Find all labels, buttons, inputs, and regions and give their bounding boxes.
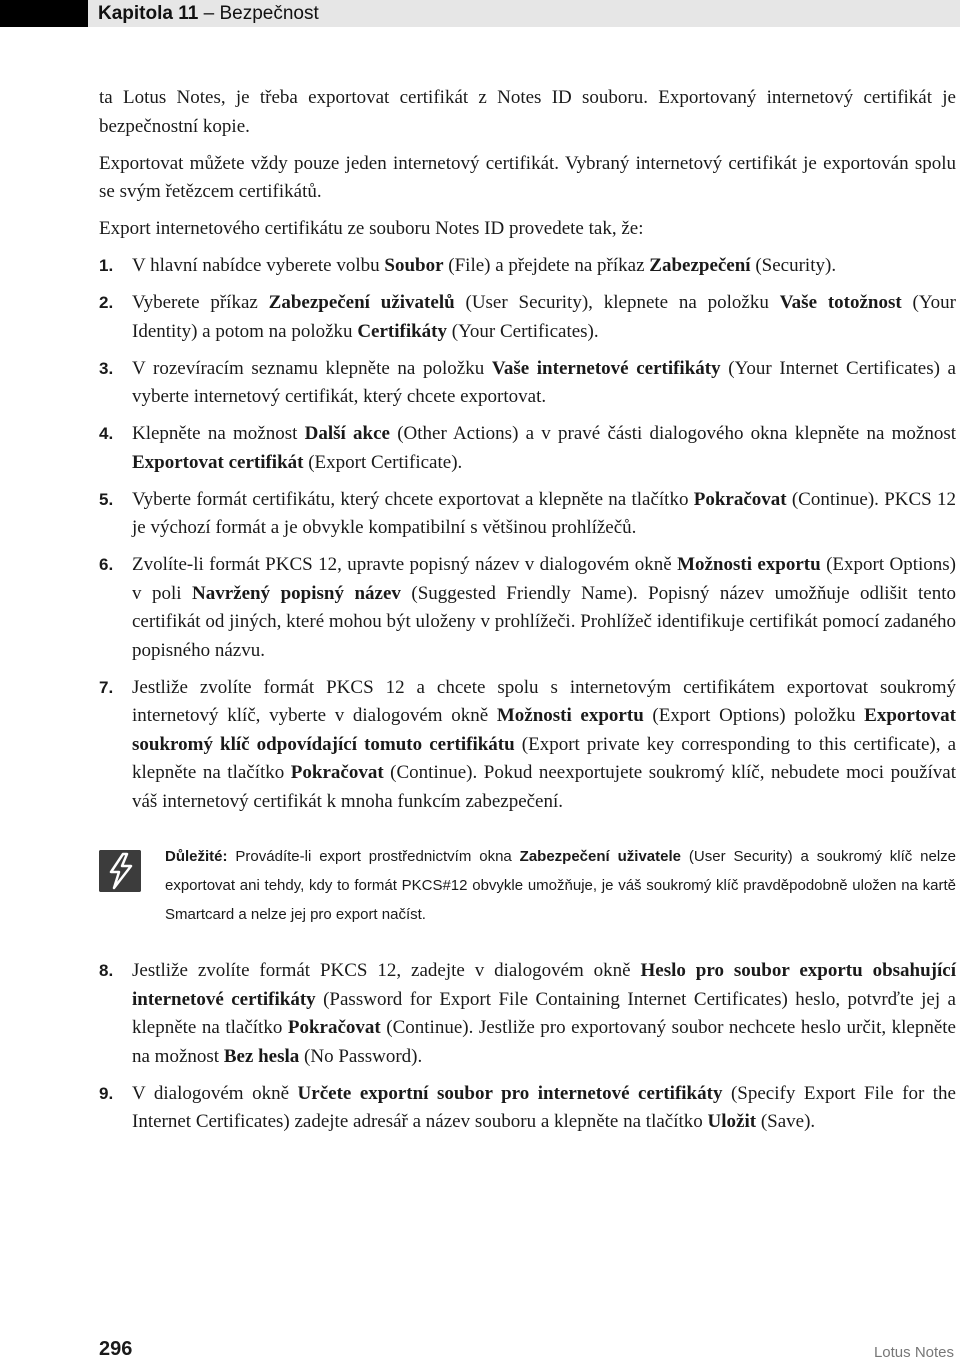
bold-term: Heslo pro soubor exportu obsahující internetové certifikáty (132, 960, 956, 1010)
text-run: Zvolíte-li formát PKCS 12, upravte popisný název v dialogovém okně (132, 554, 678, 575)
text-run: Klepněte na možnost (132, 423, 305, 444)
text-run: (Suggested Friendly Name). Popisný název umožňuje odlišit tento certifikát od jiných, které mohou být uloženy v prohlížeči. Prohlížeč identifikuje certifikát pomocí zadaného popisného názvu. (132, 582, 956, 661)
step-number: 3. (99, 358, 114, 378)
text-run: Vyberete příkaz (132, 292, 269, 313)
text-run: (File) a přejdete na příkaz (443, 255, 650, 276)
step-number: 8. (99, 961, 114, 980)
text-run: (Specify Export File for the Internet Certificates) zadejte adresář a název souboru a klepněte na tlačítko (132, 1082, 956, 1132)
text-run: (Export Options) v poli (132, 554, 956, 604)
step-number: 4. (99, 424, 114, 443)
text-run: Jestliže zvolíte formát PKCS 12, zadejte v dialogovém okně (132, 960, 641, 981)
text-run: V hlavní nabídce vyberete volbu (132, 255, 385, 276)
text-run: Jestliže zvolíte formát PKCS 12 a chcete spolu s internetovým certifikátem exportovat soukromý internetový klíč, vyberte v dialogovém okně (132, 676, 956, 726)
lightning-warning-icon (99, 850, 141, 892)
header-dash: – (198, 3, 220, 24)
bold-term: Bez hesla (223, 1045, 300, 1067)
step-number: 2. (99, 293, 114, 312)
text-run: (Export private key corresponding to this certificate), a klepněte na tlačítko (132, 733, 956, 783)
list-item (99, 551, 956, 665)
section-title: Bezpečnost (219, 3, 319, 24)
list-item (99, 674, 956, 817)
chapter-header (0, 0, 960, 27)
intro-paragraph-1: ta Lotus Notes, je třeba exportovat certifikát z Notes ID souboru. Exportovaný internetový certifikát je bezpečnostní kopie. (99, 87, 956, 137)
page-number: 296 (99, 1338, 133, 1360)
bold-term: Exportovat soukromý klíč odpovídající tomuto certifikátu (132, 705, 956, 755)
text-run: (Password for Export File Containing Internet Certificates) heslo, potvrďte jej a klepněte na tlačítko (132, 988, 956, 1038)
text-run: (Save). (756, 1111, 816, 1132)
bold-term: Možnosti exportu (496, 705, 644, 726)
text-run: (Continue). PKCS 12 je výchozí formát a je obvykle kompatibilní s většinou prohlížečů. (132, 488, 956, 538)
text-run: Provádíte-li export prostřednictvím okna (227, 848, 520, 865)
list-item (99, 1080, 956, 1137)
text-run: V dialogovém okně (132, 1082, 298, 1104)
bold-term: Pokračovat (290, 762, 384, 783)
chapter-title (88, 0, 960, 27)
step-number: 7. (99, 677, 114, 697)
list-item (99, 252, 956, 281)
bold-term: Vaše totožnost (779, 292, 902, 313)
header-black-block (0, 0, 84, 27)
bold-term: Zabezpečení uživatele (519, 848, 681, 865)
text-run: (Export Certificate). (303, 451, 463, 473)
bold-term: Zabezpečení (649, 255, 751, 276)
list-item (99, 957, 956, 1071)
text-run: (Security). (750, 255, 837, 276)
text-run: (User Security) a soukromý klíč nelze exportovat ani tehdy, kdy to formát PKCS#12 obvykle umožňuje, je váš soukromý klíč pravděpodobně uložen na kartě Smartcard a nelze jej pro export načíst. (165, 848, 956, 923)
bold-term: Exportovat certifikát (132, 451, 304, 473)
note-text (165, 842, 956, 929)
text-run: V rozevíracím seznamu klepněte na položku (132, 357, 492, 379)
intro-paragraph-3: Export internetového certifikátu ze souboru Notes ID provedete tak, že: (99, 218, 644, 239)
bold-term: Další akce (304, 423, 390, 444)
text-run: (Your Certificates). (447, 320, 599, 342)
step-number: 6. (99, 555, 114, 574)
text-run: Vyberte formát certifikátu, který chcete exportovat a klepněte na tlačítko (132, 488, 694, 510)
bold-term: Soubor (384, 255, 444, 276)
bold-term: Důležité: (165, 848, 228, 865)
step-number: 9. (99, 1083, 114, 1103)
list-item (99, 289, 956, 346)
step-number: 5. (99, 489, 114, 509)
text-run: (Your Identity) a potom na položku (132, 292, 956, 342)
book-name: Lotus Notes (873, 1344, 954, 1361)
bold-term: Určete exportní soubor pro internetové certifikáty (297, 1082, 723, 1104)
list-item (99, 355, 956, 412)
step-number: 1. (99, 256, 114, 275)
steps-list-continued (99, 957, 956, 1137)
page-content (99, 84, 956, 1145)
text-run: (No Password). (299, 1045, 423, 1067)
bold-term: Pokračovat (287, 1017, 381, 1038)
intro-paragraph-2: Exportovat můžete vždy pouze jeden internetový certifikát. Vybraný internetový certifikát je exportován spolu se svým řetězcem certifikátů. (99, 152, 956, 202)
bold-term: Možnosti exportu (677, 554, 821, 575)
bold-term: Pokračovat (693, 488, 787, 510)
important-note (99, 842, 956, 929)
text-run: (Your Internet Certificates) a vyberte internetový certifikát, který chcete exportovat. (132, 357, 956, 407)
list-item (99, 420, 956, 477)
list-item (99, 486, 956, 543)
bold-term: Zabezpečení uživatelů (268, 292, 455, 313)
text-run: (User Security), klepnete na položku (454, 292, 780, 313)
bold-term: Navržený popisný název (192, 582, 401, 604)
text-run: (Export Options) položku (643, 705, 865, 726)
text-run: (Continue). Pokud neexportujete soukromý klíč, nebudete moci používat váš internetový certifikát k mnoha funkcím zabezpečení. (132, 762, 956, 812)
text-run: (Continue). Jestliže pro exportovaný soubor nechcete heslo určit, klepněte na možnost (132, 1017, 956, 1067)
bold-term: Certifikáty (357, 320, 448, 342)
steps-list (99, 252, 956, 816)
chapter-number: Kapitola 11 (98, 3, 199, 24)
bold-term: Uložit (707, 1111, 757, 1132)
text-run: (Other Actions) a v pravé části dialogového okna klepněte na možnost (389, 423, 956, 444)
bold-term: Vaše internetové certifikáty (491, 357, 721, 379)
